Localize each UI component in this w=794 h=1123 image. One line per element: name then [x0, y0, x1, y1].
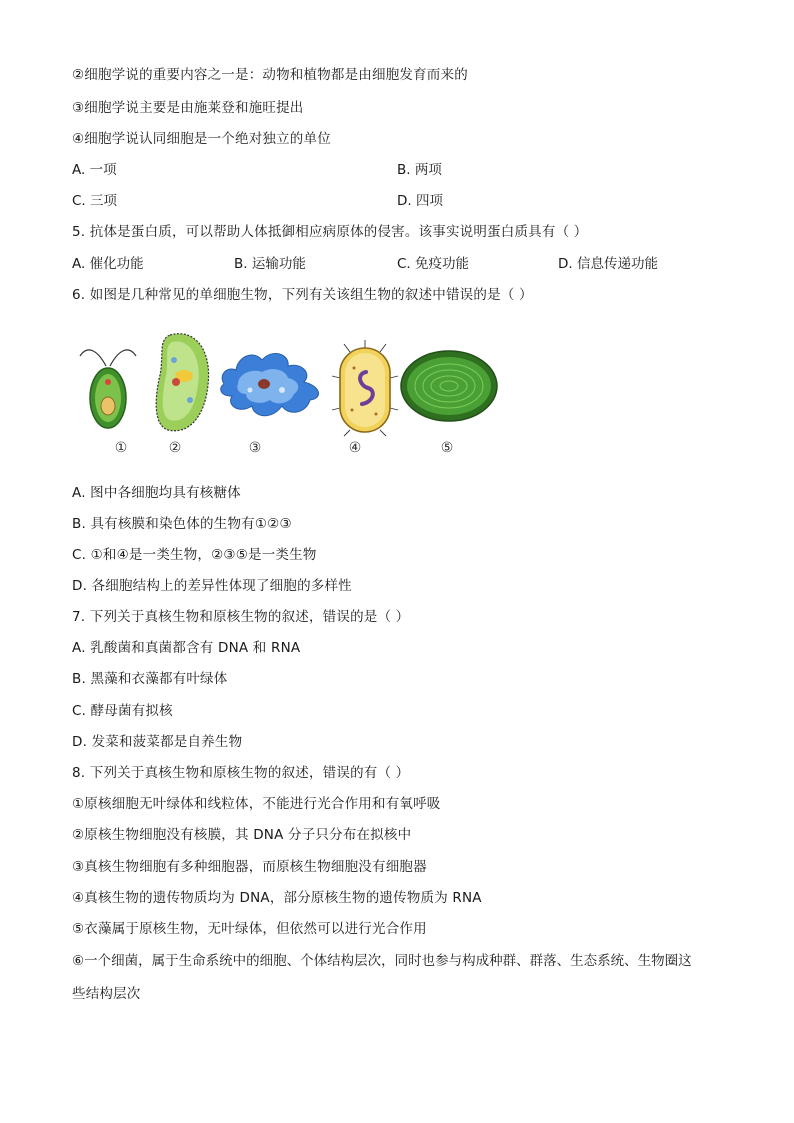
q5-option-a: A. 催化功能 [72, 256, 144, 272]
cyanobacteria-illustration [398, 348, 500, 424]
q4-item-2: ②细胞学说的重要内容之一是：动物和植物都是由细胞发育而来的 [72, 67, 468, 83]
q8-item-3: ③真核生物细胞有多种细胞器，而原核生物细胞没有细胞器 [72, 859, 427, 875]
q7-option-b: B. 黑藻和衣藻都有叶绿体 [72, 671, 228, 687]
figure-label-1: ① [114, 440, 128, 456]
q8-item-4: ④真核生物的遗传物质均为 DNA，部分原核生物的遗传物质为 RNA [72, 890, 482, 906]
bacterium-illustration [330, 338, 400, 438]
q5-stem: 5. 抗体是蛋白质，可以帮助人体抵御相应病原体的侵害。该事实说明蛋白质具有（ ） [72, 224, 588, 240]
q8-item-6-continued: 些结构层次 [72, 986, 141, 1002]
q4-option-c: C. 三项 [72, 193, 118, 209]
q6-cell-figure [68, 330, 508, 465]
q6-option-c: C. ①和④是一类生物，②③⑤是一类生物 [72, 547, 317, 563]
q5-option-d: D. 信息传递功能 [558, 256, 658, 272]
figure-label-3: ③ [248, 440, 262, 456]
q7-option-d: D. 发菜和菠菜都是自养生物 [72, 734, 243, 750]
q6-option-d: D. 各细胞结构上的差异性体现了细胞的多样性 [72, 578, 352, 594]
q8-item-5: ⑤衣藻属于原核生物，无叶绿体，但依然可以进行光合作用 [72, 921, 427, 937]
figure-label-5: ⑤ [440, 440, 454, 456]
q8-item-1: ①原核细胞无叶绿体和线粒体，不能进行光合作用和有氧呼吸 [72, 796, 441, 812]
q4-option-b: B. 两项 [397, 162, 442, 178]
figure-label-2: ② [168, 440, 182, 456]
q7-stem: 7. 下列关于真核生物和原核生物的叙述，错误的是（ ） [72, 609, 410, 625]
q7-option-a: A. 乳酸菌和真菌都含有 DNA 和 RNA [72, 640, 301, 656]
q4-option-a: A. 一项 [72, 162, 117, 178]
figure-label-4: ④ [348, 440, 362, 456]
amoeba-illustration [216, 344, 326, 424]
chlamydomonas-illustration [78, 336, 138, 436]
q4-item-3: ③细胞学说主要是由施莱登和施旺提出 [72, 100, 304, 116]
paramecium-illustration [150, 330, 220, 438]
q7-option-c: C. 酵母菌有拟核 [72, 703, 173, 719]
q6-stem: 6. 如图是几种常见的单细胞生物，下列有关该组生物的叙述中错误的是（ ） [72, 287, 533, 303]
q5-option-c: C. 免疫功能 [397, 256, 470, 272]
q5-option-b: B. 运输功能 [234, 256, 306, 272]
q4-option-d: D. 四项 [397, 193, 443, 209]
q8-item-6: ⑥一个细菌，属于生命系统中的细胞、个体结构层次，同时也参与构成种群、群落、生态系统、生物圈这 [72, 953, 692, 969]
q6-option-b: B. 具有核膜和染色体的生物有①②③ [72, 516, 292, 532]
q4-item-4: ④细胞学说认同细胞是一个绝对独立的单位 [72, 131, 331, 147]
q6-option-a: A. 图中各细胞均具有核糖体 [72, 485, 241, 501]
q8-stem: 8. 下列关于真核生物和原核生物的叙述，错误的有（ ） [72, 765, 410, 781]
q8-item-2: ②原核生物细胞没有核膜，其 DNA 分子只分布在拟核中 [72, 827, 412, 843]
